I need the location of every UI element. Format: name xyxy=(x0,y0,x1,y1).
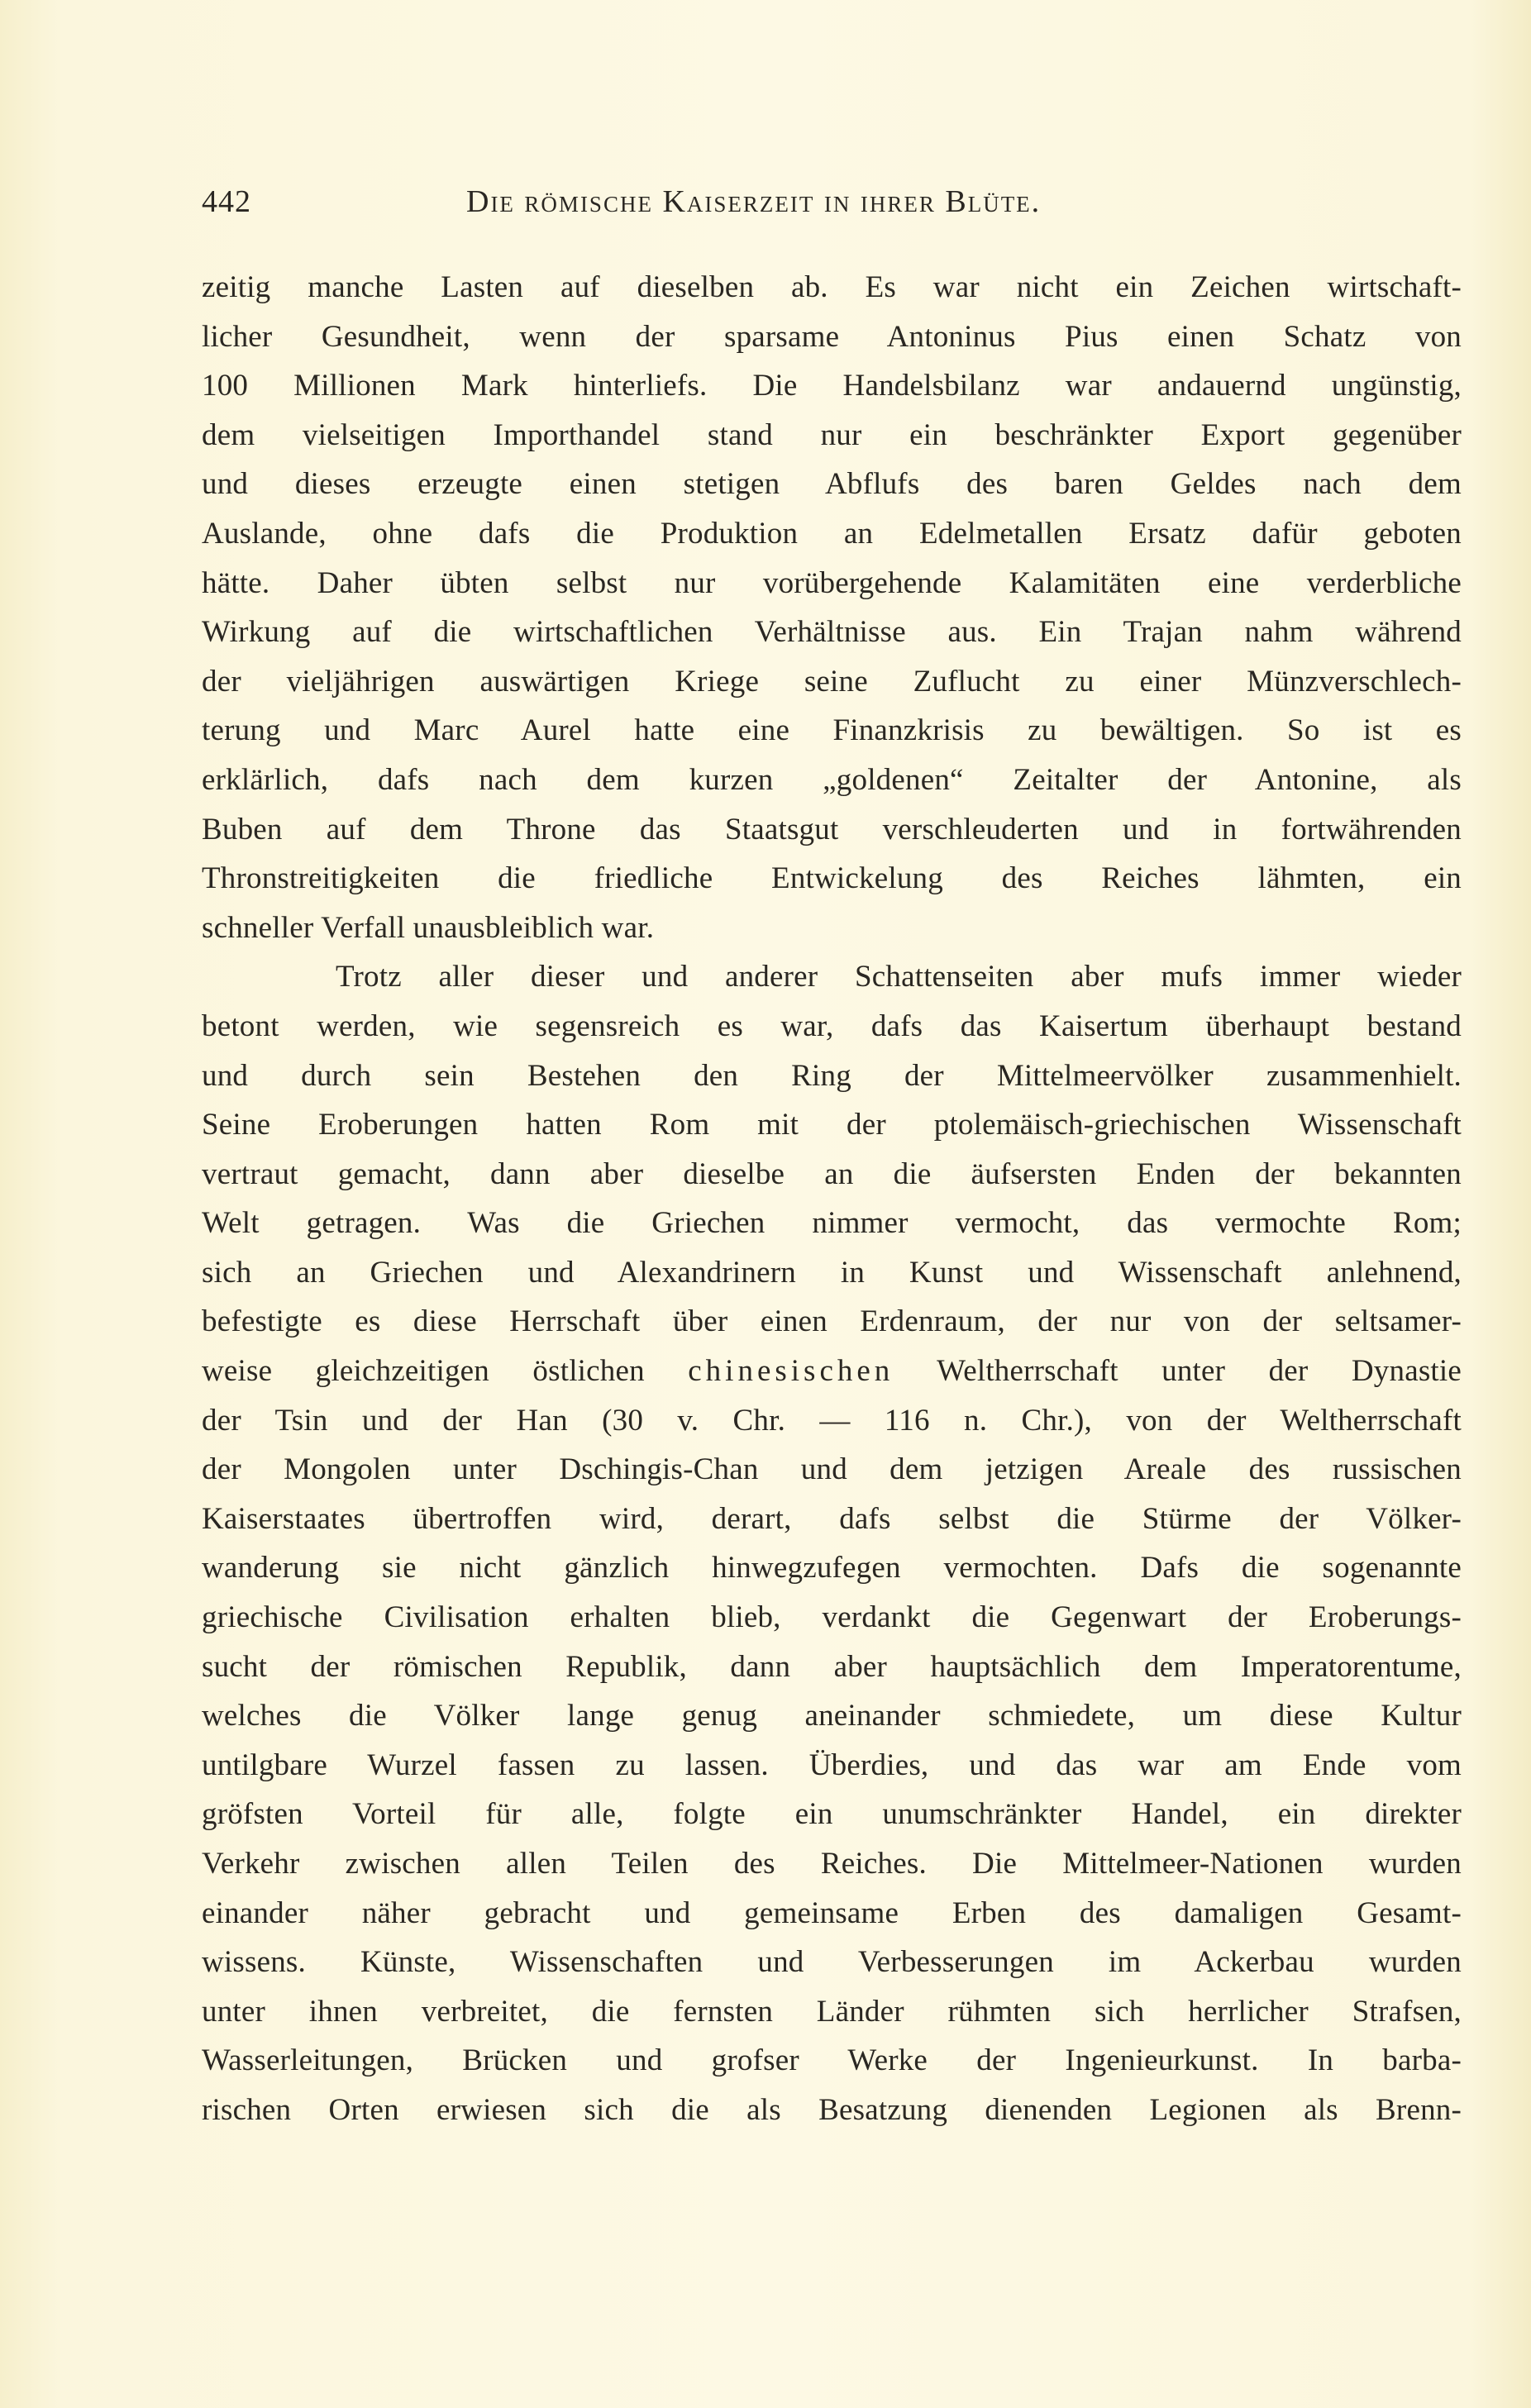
text-line: licher Gesundheit, wenn der sparsame Antoninus Pius einen Schatz von xyxy=(202,319,1462,354)
text-line-with-spaced-word xyxy=(202,1347,1462,1396)
text-line: und dieses erzeugte einen stetigen Abflufs des baren Geldes nach dem xyxy=(202,467,1462,502)
text-line: befestigte es diese Herrschaft über einen Erdenraum, der nur von der seltsamer- xyxy=(202,1304,1462,1339)
text-line: einander näher gebracht und gemeinsame Erben des damaligen Gesamt- xyxy=(202,1895,1462,1930)
paragraph-end-line: schneller Verfall unausbleiblich war. xyxy=(202,910,655,945)
text-line: sich an Griechen und Alexandrinern in Kunst und Wissenschaft anlehnend, xyxy=(202,1255,1462,1290)
text-line: vertraut gemacht, dann aber dieselbe an die äufsersten Enden der bekannten xyxy=(202,1156,1462,1191)
text-line: Wasserleitungen, Brücken und grofser Werke der Ingenieurkunst. In barba- xyxy=(202,2043,1462,2078)
text-line: Auslande, ohne dafs die Produktion an Edelmetallen Ersatz dafür geboten xyxy=(202,516,1462,551)
text-line: unter ihnen verbreitet, die fernsten Länder rühmten sich herrlicher Strafsen, xyxy=(202,1994,1462,2029)
text-segment: Weltherrschaft unter der Dynastie xyxy=(937,1354,1462,1389)
text-line: sucht der römischen Republik, dann aber hauptsächlich dem Imperatorentume, xyxy=(202,1649,1462,1684)
text-segment: weise gleichzeitigen östlichen xyxy=(202,1354,645,1389)
text-line: Buben auf dem Throne das Staatsgut verschleuderten und in fortwährenden xyxy=(202,812,1462,846)
text-line: erklärlich, dafs nach dem kurzen „goldenen“ Zeitalter der Antonine, als xyxy=(202,762,1462,797)
text-line: 100 Millionen Mark hinterliefs. Die Handelsbilanz war andauernd ungünstig, xyxy=(202,369,1462,403)
text-line: gröfsten Vorteil für alle, folgte ein unumschränkter Handel, ein direkter xyxy=(202,1797,1462,1832)
text-line: rischen Orten erwiesen sich die als Besatzung dienenden Legionen als Brenn- xyxy=(202,2092,1462,2127)
text-line: zeitig manche Lasten auf dieselben ab. Es war nicht ein Zeichen wirtschaft- xyxy=(202,270,1462,304)
text-line: Welt getragen. Was die Griechen nimmer vermocht, das vermochte Rom; xyxy=(202,1206,1462,1241)
text-line: welches die Völker lange genug aneinander schmiedete, um diese Kultur xyxy=(202,1699,1462,1733)
text-line: untilgbare Wurzel fassen zu lassen. Überdies, und das war am Ende vom xyxy=(202,1748,1462,1782)
text-line: hätte. Daher übten selbst nur vorübergehende Kalamitäten eine verderbliche xyxy=(202,565,1462,600)
text-line: der Tsin und der Han (30 v. Chr. — 116 n. Chr.), von der Weltherrschaft xyxy=(202,1403,1462,1438)
spaced-emphasis-word: chinesischen xyxy=(688,1354,894,1389)
text-line: der vieljährigen auswärtigen Kriege seine Zuflucht zu einer Münzverschlech- xyxy=(202,664,1462,699)
text-line: Seine Eroberungen hatten Rom mit der ptolemäisch-griechischen Wissenschaft xyxy=(202,1108,1462,1142)
text-line: dem vielseitigen Importhandel stand nur ein beschränkter Export gegenüber xyxy=(202,417,1462,452)
text-line: Verkehr zwischen allen Teilen des Reiches. Die Mittelmeer-Nationen wurden xyxy=(202,1847,1462,1881)
text-line: Kaiserstaates übertroffen wird, derart, dafs selbst die Stürme der Völker- xyxy=(202,1501,1462,1536)
text-line: und durch sein Bestehen den Ring der Mittelmeervölker zusammenhielt. xyxy=(202,1058,1462,1093)
body-text xyxy=(202,263,1462,2135)
text-line: terung und Marc Aurel hatte eine Finanzkrisis zu bewältigen. So ist es xyxy=(202,713,1462,748)
text-line: griechische Civilisation erhalten blieb, verdankt die Gegenwart der Eroberungs- xyxy=(202,1600,1462,1635)
text-line: Wirkung auf die wirtschaftlichen Verhältnisse aus. Ein Trajan nahm während xyxy=(202,615,1462,650)
text-line: wanderung sie nicht gänzlich hinwegzufegen vermochten. Dafs die sogenannte xyxy=(202,1551,1462,1585)
paragraph-start-line: Trotz aller dieser und anderer Schattenseiten aber mufs immer wieder xyxy=(336,960,1462,994)
running-title: Die römische Kaiserzeit in ihrer Blüte. xyxy=(466,184,1042,219)
text-line: Thronstreitigkeiten die friedliche Entwickelung des Reiches lähmten, ein xyxy=(202,861,1462,896)
page-header xyxy=(202,177,1238,226)
page-number: 442 xyxy=(202,184,251,219)
text-line: wissens. Künste, Wissenschaften und Verbesserungen im Ackerbau wurden xyxy=(202,1945,1462,1980)
text-line: betont werden, wie segensreich es war, dafs das Kaisertum überhaupt bestand xyxy=(202,1008,1462,1043)
text-line: der Mongolen unter Dschingis-Chan und dem jetzigen Areale des russischen xyxy=(202,1452,1462,1487)
